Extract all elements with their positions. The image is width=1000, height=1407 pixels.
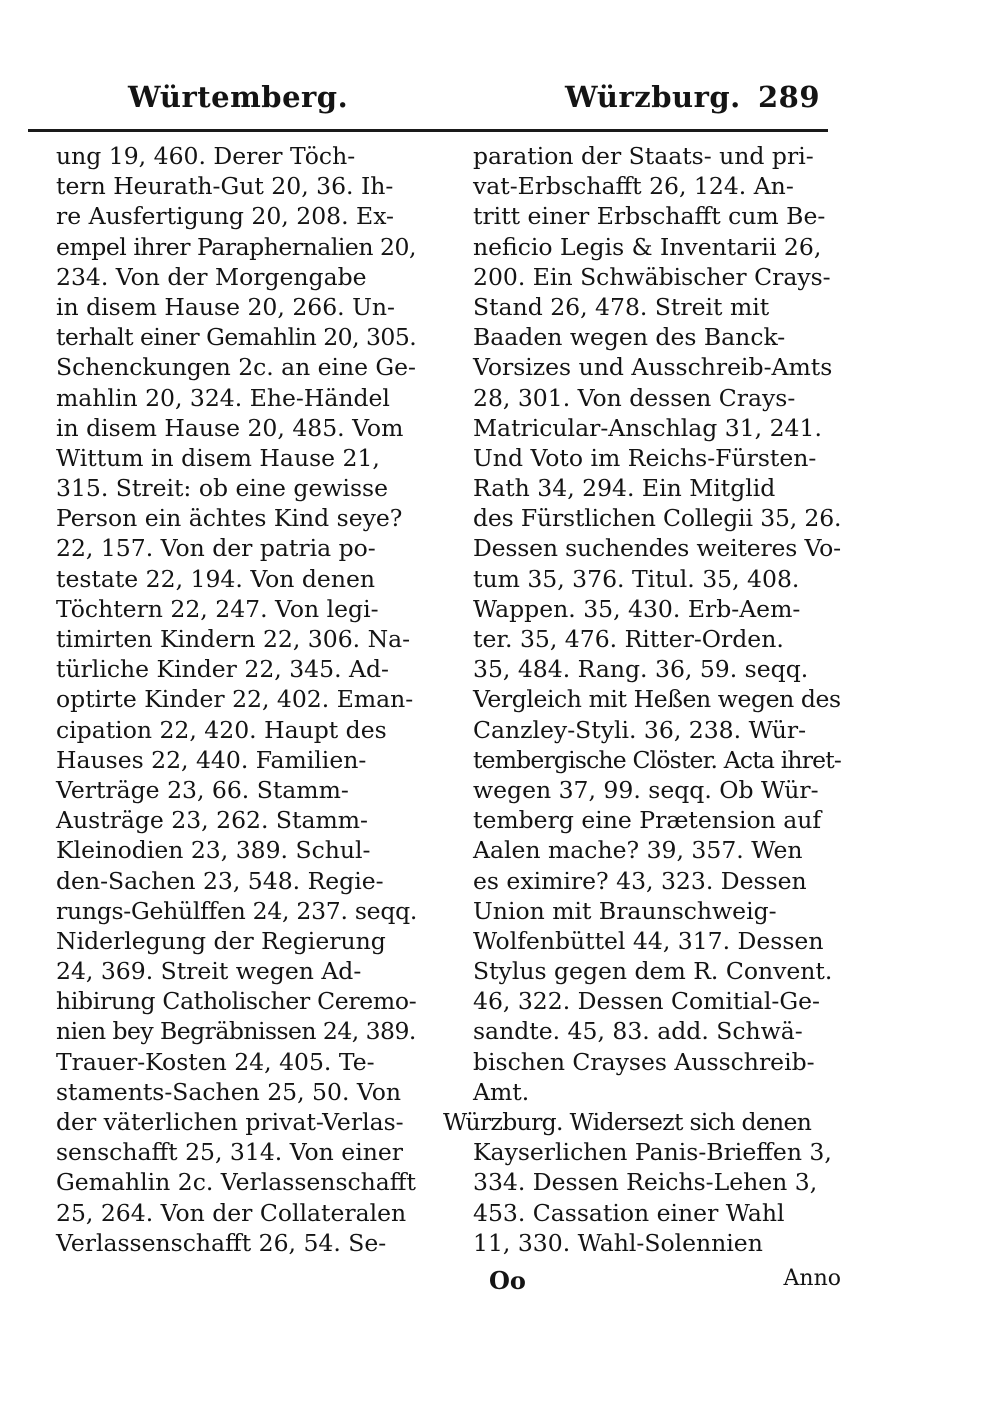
text-line: cipation 22, 420. Haupt des (56, 715, 387, 744)
header-left-title: Würtemberg. (128, 80, 349, 114)
text-line: Wittum in disem Hause 21, (56, 443, 380, 472)
text-line: rungs-Gehülffen 24, 237. seqq. (56, 896, 418, 925)
text-line: wegen 37, 99. seqq. Ob Wür- (473, 775, 819, 804)
right-column (443, 141, 842, 1258)
text-line: 315. Streit: ob eine gewisse (56, 474, 389, 503)
text-line: in disem Hause 20, 485. Vom (56, 413, 404, 442)
text-line: türliche Kinder 22, 345. Ad- (56, 655, 389, 684)
text-line: re Ausfertigung 20, 208. Ex- (56, 202, 394, 231)
text-line: 28, 301. Von dessen Crays- (473, 383, 796, 412)
text-line: Canzley-Styli. 36, 238. Wür- (473, 715, 807, 744)
text-line: neficio Legis & Inventarii 26, (473, 232, 822, 261)
page-footer (473, 1266, 841, 1296)
text-line: tum 35, 376. Titul. 35, 408. (473, 564, 800, 593)
text-line: testate 22, 194. Von denen (56, 564, 376, 593)
text-line: der väterlichen privat-Verlas- (56, 1108, 404, 1136)
text-line: 46, 322. Dessen Comitial-Ge- (473, 987, 820, 1016)
text-line: Wolfenbüttel 44, 317. Dessen (473, 926, 824, 955)
text-line: es eximire? 43, 323. Dessen (473, 866, 807, 895)
text-line: 453. Cassation einer Wahl (473, 1198, 785, 1227)
text-line: Baaden wegen des Banck- (473, 323, 786, 352)
text-line: hibirung Catholischer Ceremo- (56, 987, 417, 1016)
text-line: Rath 34, 294. Ein Mitglid (473, 474, 776, 503)
text-line: ter. 35, 476. Ritter-Orden. (473, 625, 784, 653)
page-number: 289 (758, 80, 821, 114)
text-line: staments-Sachen 25, 50. Von (56, 1077, 401, 1106)
text-line: Töchtern 22, 247. Von legi- (56, 594, 379, 623)
text-line: ung 19, 460. Derer Töch- (56, 142, 356, 170)
text-line: Stylus gegen dem R. Convent. (473, 957, 833, 986)
text-line: Vergleich mit Heßen wegen des (473, 685, 841, 714)
text-line: Und Voto im Reichs-Fürsten- (473, 443, 817, 472)
text-line: Verträge 23, 66. Stamm- (56, 775, 349, 804)
text-line: Aalen mache? 39, 357. Wen (473, 836, 803, 865)
signature-mark: Oo (489, 1266, 526, 1295)
text-line: Union mit Braunschweig- (473, 896, 777, 925)
text-line: 22, 157. Von der patria po- (56, 534, 376, 563)
header-rule (28, 129, 828, 132)
text-line: Wappen. 35, 430. Erb-Aem- (473, 594, 801, 623)
text-line: Hauses 22, 440. Familien- (56, 745, 367, 774)
text-line: tritt einer Erbschafft cum Be- (473, 202, 826, 231)
text-line: mahlin 20, 324. Ehe-Händel (56, 383, 390, 412)
text-line: tembergische Clöster. Acta ihret- (473, 745, 841, 774)
text-line: Austräge 23, 262. Stamm- (56, 806, 368, 835)
text-line: paration der Staats- und pri- (473, 142, 814, 170)
text-line: Schenckungen 2c. an eine Ge- (56, 353, 416, 382)
text-line: Amt. (473, 1077, 530, 1106)
text-line: Verlassenschafft 26, 54. Se- (56, 1228, 387, 1257)
text-line: Stand 26, 478. Streit mit (473, 292, 770, 321)
text-line: Matricular-Anschlag 31, 241. (473, 413, 822, 442)
text-line: terhalt einer Gemahlin 20, 305. (56, 323, 417, 352)
text-line: optirte Kinder 22, 402. Eman- (56, 685, 414, 714)
text-line: in disem Hause 20, 266. Un- (56, 292, 395, 321)
text-line: 24, 369. Streit wegen Ad- (56, 957, 362, 986)
text-line: Gemahlin 2c. Verlassenschafft (56, 1168, 416, 1197)
text-line: 11, 330. Wahl-Solennien (473, 1228, 763, 1257)
header-right-title: Würzburg. (565, 80, 741, 114)
text-line: den-Sachen 23, 548. Regie- (56, 866, 384, 895)
text-line: Dessen suchendes weiteres Vo- (473, 534, 841, 563)
text-line: vat-Erbschafft 26, 124. An- (473, 172, 794, 201)
text-line: Niderlegung der Regierung (56, 926, 386, 955)
text-line: senschafft 25, 314. Von einer (56, 1138, 403, 1167)
text-line: 334. Dessen Reichs-Lehen 3, (473, 1168, 818, 1197)
text-line: Vorsizes und Ausschreib-Amts (473, 353, 833, 382)
text-line: tern Heurath-Gut 20, 36. Ih- (56, 172, 394, 201)
text-line: bischen Crayses Ausschreib- (473, 1047, 815, 1076)
text-line: nien bey Begräbnissen 24, 389. (56, 1017, 416, 1046)
text-line: Kayserlichen Panis-Brieffen 3, (473, 1138, 832, 1167)
text-line: des Fürstlichen Collegii 35, 26. (473, 504, 842, 533)
catchword: Anno (783, 1266, 841, 1291)
text-line: Kleinodien 23, 389. Schul- (56, 836, 371, 865)
text-line: temberg eine Prætension auf (473, 806, 822, 835)
text-line: Trauer-Kosten 24, 405. Te- (56, 1047, 375, 1076)
text-line: empel ihrer Paraphernalien 20, (56, 232, 417, 261)
text-line: Würzburg. Widersezt sich denen (443, 1108, 812, 1136)
running-header (40, 80, 950, 130)
text-line: 35, 484. Rang. 36, 59. seqq. (473, 655, 809, 684)
text-line: 200. Ein Schwäbischer Crays- (473, 262, 831, 291)
text-line: 234. Von der Morgengabe (56, 262, 367, 291)
left-column (56, 141, 416, 1258)
text-line: 25, 264. Von der Collateralen (56, 1198, 407, 1227)
text-line: Person ein ächtes Kind seye? (56, 504, 403, 533)
text-line: sandte. 45, 83. add. Schwä- (473, 1017, 803, 1046)
text-line: timirten Kindern 22, 306. Na- (56, 625, 411, 653)
